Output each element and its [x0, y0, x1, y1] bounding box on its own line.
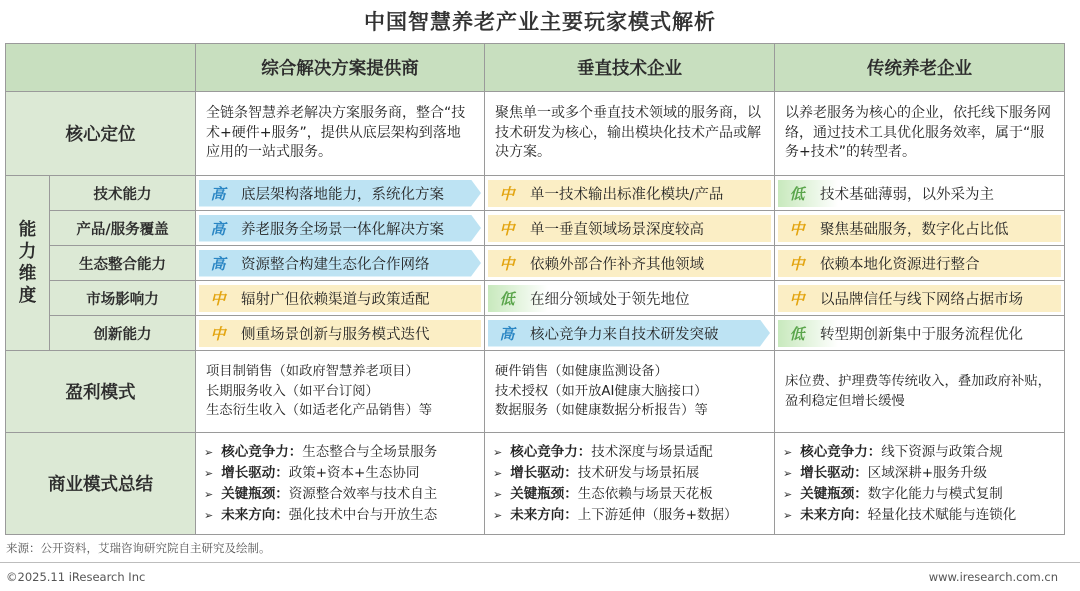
rating-bar [199, 215, 481, 242]
rating-level: 中 [499, 184, 515, 203]
rating-text: 聚焦基础服务，数字化占比低 [820, 221, 1009, 238]
rating-bar [488, 285, 771, 312]
corner-cell [6, 44, 196, 92]
summary-cell [196, 433, 485, 535]
rating-level: 低 [789, 324, 805, 343]
rating-level: 中 [789, 254, 805, 273]
website-link[interactable]: www.iresearch.com.cn [928, 570, 1058, 584]
rating-bar [488, 180, 771, 207]
rating-bar [488, 320, 771, 347]
rating-text: 核心竞争力来自技术研发突破 [530, 326, 719, 343]
summary-item: ➢ 未来方向：上下游延伸（服务+数据） [493, 506, 738, 523]
rating-text: 辐射广但依赖渠道与政策适配 [241, 291, 430, 308]
rating-text: 在细分领域处于领先地位 [530, 291, 690, 308]
capability-label: 市场影响力 [50, 281, 196, 316]
rating-text: 养老服务全场景一体化解决方案 [241, 221, 444, 238]
positioning-cell: 聚焦单一或多个垂直技术领域的服务商，以技术研发为核心，输出模块化技术产品或解决方案。 [485, 92, 775, 176]
capability-label: 创新能力 [50, 316, 196, 351]
rating-level: 高 [210, 254, 226, 273]
players-table [5, 43, 1065, 535]
rating-bar [488, 250, 771, 277]
rating-level: 中 [499, 219, 515, 238]
capability-label: 生态整合能力 [50, 246, 196, 281]
rating-text: 依赖本地化资源进行整合 [820, 256, 980, 273]
rating-text: 单一技术输出标准化模块/产品 [530, 186, 724, 203]
rating-text: 以品牌信任与线下网络占据市场 [820, 291, 1023, 308]
rating-level: 高 [499, 324, 515, 343]
positioning-cell: 以养老服务为核心的企业，依托线下服务网络，通过技术工具优化服务效率，属于“服务+技术”的转型者。 [775, 92, 1065, 176]
summary-cell [485, 433, 775, 535]
rating-text: 侧重场景创新与服务模式迭代 [241, 326, 430, 343]
rating-level: 中 [789, 219, 805, 238]
row-label-positioning: 核心定位 [6, 92, 196, 176]
capability-group-label: 能 力 维 度 [6, 176, 50, 351]
rating-bar [778, 250, 1061, 277]
summary-item: ➢ 关键瓶颈：资源整合效率与技术自主 [204, 485, 438, 502]
rating-bar [199, 320, 481, 347]
copyright: ©2025.11 iResearch Inc [6, 570, 146, 584]
column-header: 综合解决方案提供商 [196, 44, 485, 92]
rating-text: 依赖外部合作补齐其他领域 [530, 256, 704, 273]
profit-cell: 硬件销售（如健康监测设备） 技术授权（如开放AI健康大脑接口） 数据服务（如健康数据分析报告）等 [485, 351, 775, 433]
rating-level: 中 [210, 289, 226, 308]
rating-bar [199, 285, 481, 312]
rating-bar [778, 320, 1061, 347]
rating-bar [488, 215, 771, 242]
positioning-cell: 全链条智慧养老解决方案服务商，整合“技术+硬件+服务”，提供从底层架构到落地应用的一站式服务。 [196, 92, 485, 176]
summary-item: ➢ 增长驱动：区域深耕+服务升级 [783, 464, 988, 481]
rating-level: 低 [499, 289, 515, 308]
rating-text: 转型期创新集中于服务流程优化 [820, 326, 1023, 343]
summary-item: ➢ 核心竞争力：生态整合与全场景服务 [204, 443, 438, 460]
rating-level: 中 [210, 324, 226, 343]
summary-item: ➢ 未来方向：强化技术中台与开放生态 [204, 506, 438, 523]
summary-item: ➢ 关键瓶颈：生态依赖与场景天花板 [493, 485, 713, 502]
rating-bar [778, 180, 1061, 207]
profit-cell: 项目制销售（如政府智慧养老项目） 长期服务收入（如平台订阅） 生态衍生收入（如适老化产品销售）等 [196, 351, 485, 433]
capability-label: 产品/服务覆盖 [50, 211, 196, 246]
rating-bar [199, 180, 481, 207]
column-header: 垂直技术企业 [485, 44, 775, 92]
page-title: 中国智慧养老产业主要玩家模式解析 [364, 10, 716, 34]
rating-level: 中 [789, 289, 805, 308]
source-note: 来源：公开资料，艾瑞咨询研究院自主研究及绘制。 [6, 541, 271, 555]
row-label-summary: 商业模式总结 [6, 433, 196, 535]
rating-text: 底层架构落地能力，系统化方案 [241, 186, 444, 203]
rating-bar [199, 250, 481, 277]
rating-text: 资源整合构建生态化合作网络 [241, 256, 430, 273]
rating-bar [778, 215, 1061, 242]
summary-item: ➢ 核心竞争力：线下资源与政策合规 [783, 443, 1003, 460]
rating-text: 单一垂直领域场景深度较高 [530, 221, 704, 238]
summary-cell [775, 433, 1065, 535]
summary-item: ➢ 未来方向：轻量化技术赋能与连锁化 [783, 506, 1017, 523]
column-header: 传统养老企业 [775, 44, 1065, 92]
footer-divider [0, 562, 1080, 563]
profit-cell: 床位费、护理费等传统收入，叠加政府补贴，盈利稳定但增长缓慢 [775, 351, 1065, 433]
summary-item: ➢ 增长驱动：技术研发与场景拓展 [493, 464, 700, 481]
capability-label: 技术能力 [50, 176, 196, 211]
rating-text: 技术基础薄弱，以外采为主 [820, 186, 994, 203]
rating-level: 低 [789, 184, 805, 203]
summary-item: ➢ 增长驱动：政策+资本+生态协同 [204, 464, 420, 481]
row-label-profit: 盈利模式 [6, 351, 196, 433]
rating-level: 高 [210, 219, 226, 238]
rating-level: 高 [210, 184, 226, 203]
summary-item: ➢ 关键瓶颈：数字化能力与模式复制 [783, 485, 1003, 502]
summary-item: ➢ 核心竞争力：技术深度与场景适配 [493, 443, 713, 460]
rating-level: 中 [499, 254, 515, 273]
rating-bar [778, 285, 1061, 312]
